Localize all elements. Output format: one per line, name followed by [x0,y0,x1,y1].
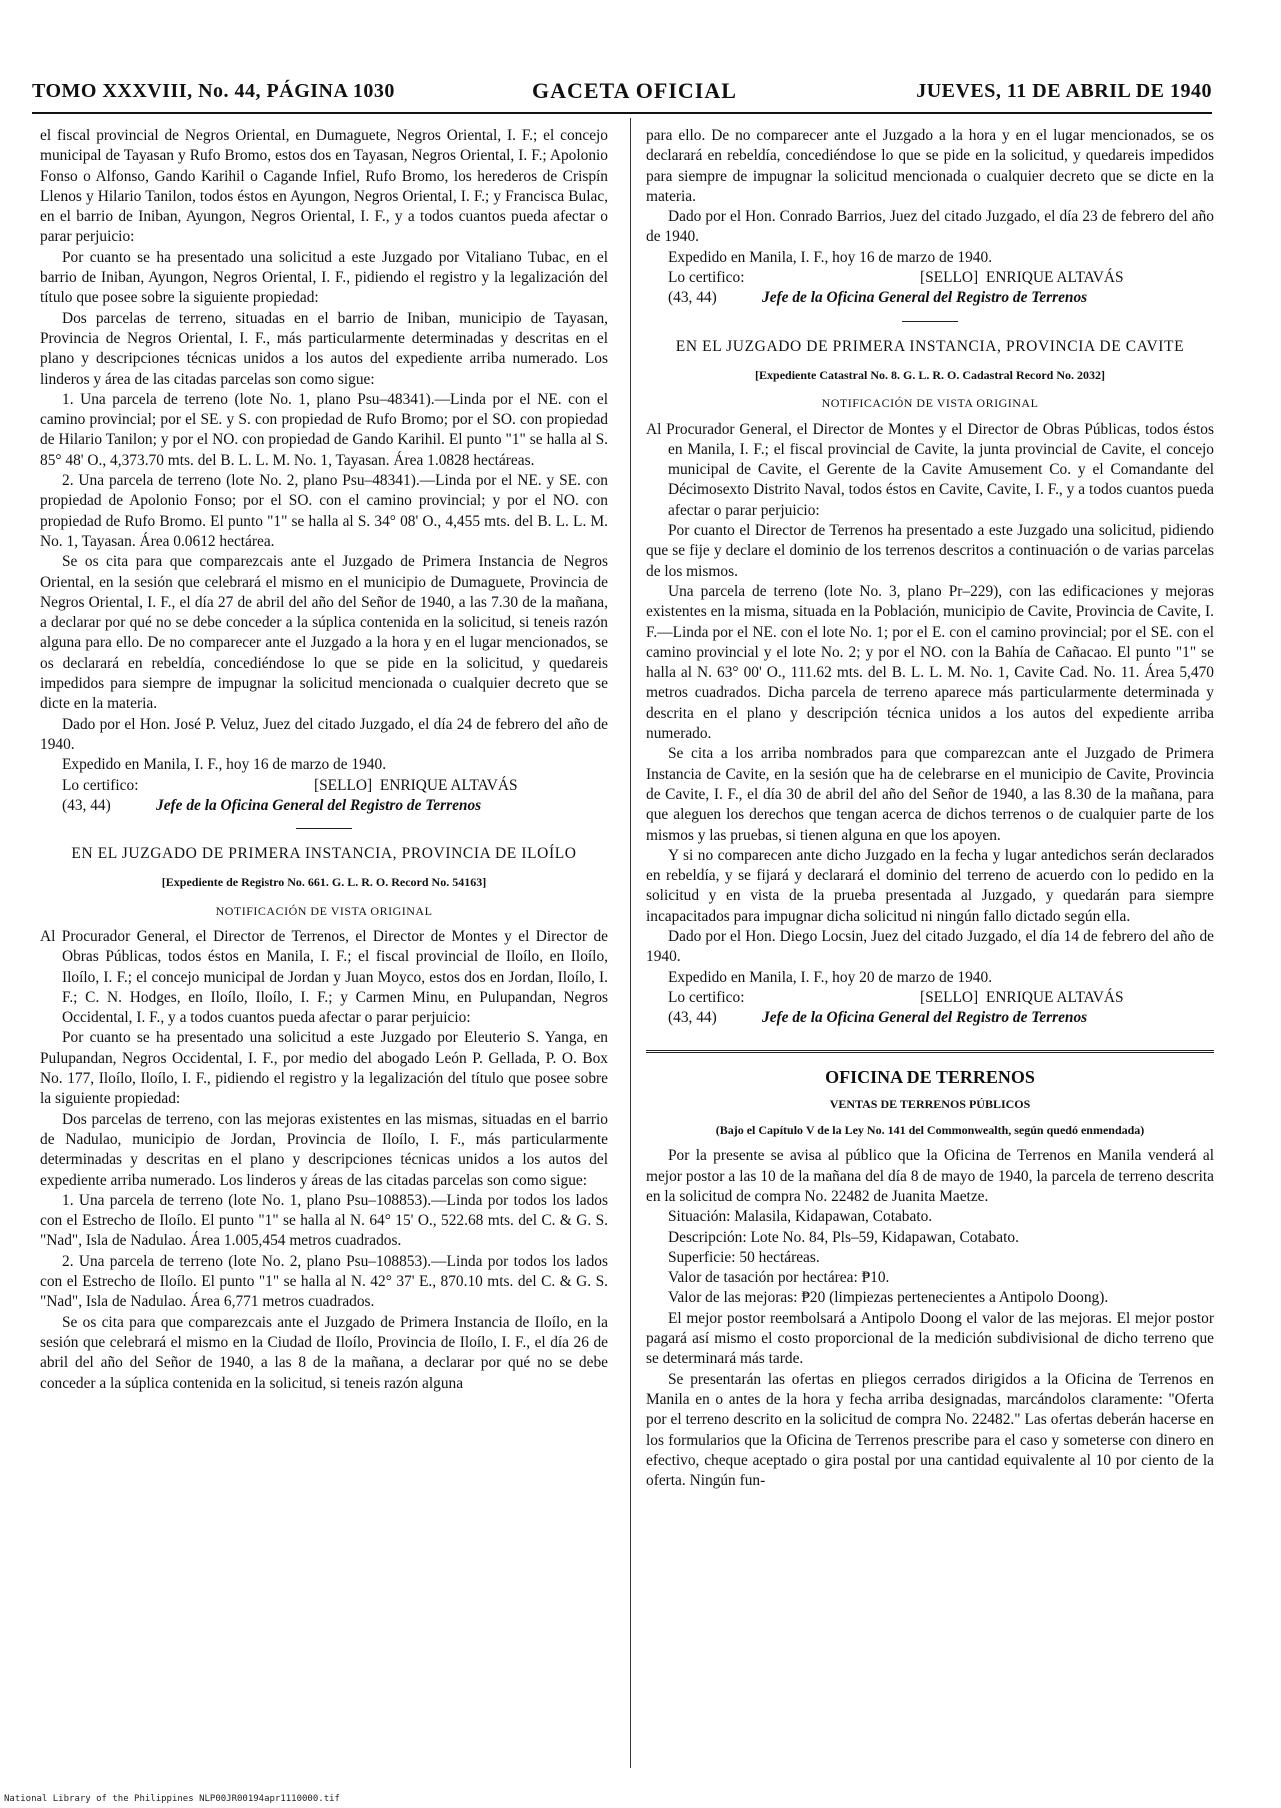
seal-label: [SELLO] [314,776,373,794]
paragraph: Por cuanto el Director de Terrenos ha presentado a este Juzgado una solicitud, pidiendo que se fije y declare el dominio de los terrenos descritos a continuación o de varias parcelas de los mismos. [646,522,1214,580]
paragraph: El mejor postor reembolsará a Antipolo Doong el valor de las mejoras. El mejor postor pagará así mismo el costo proporcional de la medición subdivisional de dicho terreno que se determinará más tarde. [646,1309,1214,1368]
section-double-rule [646,1050,1214,1053]
parcel-description: 1. Una parcela de terreno (lote No. 1, plano Psu–108853).—Linda por todos los lados con el Estrecho de Iloílo. El punto "1" se halla al N. 64° 15' O., 522.68 mts. del C. & G. S. "Nad", Isla de Nadulao. Área 1.005,454 metros cuadrados. [40,1191,608,1250]
section-heading-cavite: EN EL JUZGADO DE PRIMERA INSTANCIA, PROVINCIA DE CAVITE [646,337,1214,357]
signer-name: ENRIQUE ALTAVÁS [985,269,1124,287]
parcel-description: 1. Una parcela de terreno (lote No. 1, plano Psu–48341).—Linda por el NE. con el camino provincial; por el SE. y S. con propiedad de Rufo Bromo; por el SO. con propiedad de Hilario Tanilon; y por el NO. con propiedad de Gando Karihil. El punto "1" se halla al S. 85° 48' O., 4,373.70 mts. del B. L. L. M. No. 1, Tayasan. Área 1.0828 hectáreas. [40,390,608,469]
signer-name: ENRIQUE ALTAVÁS [985,988,1124,1006]
given-by: Dado por el Hon. Diego Locsin, Juez del citado Juzgado, el día 14 de febrero del año de 1940. [646,927,1214,966]
issue-numbers: (43, 44) [62,796,111,814]
issued-line: Expedido en Manila, I. F., hoy 16 de marzo de 1940. [62,756,387,774]
record-number: [Expediente de Registro No. 661. G. L. R. O. Record No. 54163] [161,875,487,890]
seal-and-signer [920,988,1124,1008]
signature-row [40,776,608,796]
publication-title: GACETA OFICIAL [532,78,737,103]
summons-paragraph: Se os cita para que comparezcais ante el Juzgado de Primera Instancia de Negros Oriental, en la sesión que celebrará el mismo en el municipio de Dumaguete, Provincia de Negros Oriental, I. F., el día 27 de abril del año del Señor de 1940, a las 7.30 de la mañana, a declarar por qué no se debe conceder a la súplica contenida en la solicitud, si teneis razón alguna para ello. De no comparecer ante el Juzgado a la hora y en el lugar mencionados, se os declarará en rebeldía, concediéndose lo que se pide en la solicitud, y quedareis impedidos para siempre de impugnar la solicitud mencionada o cualquier decreto que se dicte en la materia. [40,553,608,713]
summons-paragraph: Se cita a los arriba nombrados para que comparezcan ante el Juzgado de Primera Instancia de Cavite, en la sesión que ha de celebrarse en el municipio de Cavite, Provincia de Cavite, I. F., el día 30 de abril del año del Señor de 1940, a las 8.30 de la mañana, para que aleguen los derechos que tengan acerca de dichos terrenos o de cualquier parte de los mismos y las pruebas, si tienen alguna en que los apoyen. [646,745,1214,844]
paragraph: Dos parcelas de terreno, con las mejoras existentes en las mismas, situadas en el barrio de Nadulao, municipio de Jordan, Provincia de Iloílo, I. F., más particularmente determinadas y descritas en el plano y descripciones técnicas unidos a los autos del expediente arriba numerado. Los linderos y áreas de las citadas parcelas son como sigue: [40,1110,608,1189]
seal-and-signer [314,776,518,796]
gazette-page [32,72,1212,1772]
given-by: Dado por el Hon. José P. Veluz, Juez del citado Juzgado, el día 24 de febrero del año de 1940. [40,715,608,753]
parcel-description: 2. Una parcela de terreno (lote No. 2, plano Psu–48341).—Linda por el NE. y SE. con propiedad de Apolonio Fonso; por el SO. con el camino provincial; y por el NO. con propiedad de Rufo Bromo. El punto "1" se halla al S. 34° 08' O., 4,455 mts. del B. L. L. M. No. 1, Tayasan. Área 0.0612 hectárea. [40,472,608,550]
page-header [32,72,1212,114]
default-paragraph: Y si no comparecen ante dicho Juzgado en la fecha y lugar antedichos serán declarados en rebeldía, y se fijará y declarará el dominio del terreno de acuerdo con lo pedido en la solicitud y en vista de la prueba presentada al Juzgado, y quedarán para siempre incapacitados para impugnar dicha solicitud ni ningún fallo dictado según ella. [646,846,1214,925]
paragraph: Por cuanto se ha presentado una solicitud a este Juzgado por Eleuterio S. Yanga, en Pulupandan, Negros Occidental, I. F., por medio del abogado León P. Gellada, P. O. Box No. 177, Iloílo, Iloílo, I. F., pidiendo el registro y la legalización del título que posee sobre la siguiente propiedad: [40,1029,608,1108]
parcel-description: Una parcela de terreno (lote No. 3, plano Pr–229), con las edificaciones y mejoras existentes en la misma, situada en la Población, municipio de Cavite, Provincia de Cavite, I. F.—Linda por el NE. con el lote No. 1; por el E. con el camino provincial; por el SE. con el camino provincial y el lote No. 2; y por el NO. con la Bahía de Cañacao. El punto "1" se halla al N. 63° 00' O., 111.62 mts. del B. L. L. M. No. 1, Cavite Cad. No. 11. Área 5,470 metros cuadrados. Dicha parcela de terreno aparece más particularmente determinada y descrita en el plano y descripción técnica unidos a los autos del expediente arriba numerado. [646,582,1214,743]
notice-addressees: Al Procurador General, el Director de Terrenos, el Director de Montes y el Director de Obras Públicas, todos éstos en Manila, I. F.; el fiscal provincial de Iloílo, en Iloílo, Iloílo, I. F.; el concejo municipal de Jordan y Juan Moyco, estos dos en Jordan, Iloílo, I. F.; C. N. Hodges, en Iloílo, Iloílo, I. F.; y Carmen Minu, en Pulupandan, Negros Occidental, I. F., y a todos cuantos pueda afectar o parar perjuicio: [40,927,608,1027]
issue-numbers: (43, 44) [668,289,717,307]
paragraph: Dos parcelas de terreno, situadas en el barrio de Iniban, municipio de Tayasan, Provincia de Negros Oriental, I. F., más particularmente determinadas y descritas en el plano y descripciones técnicas unidos a los autos del expediente arriba numerado. Los linderos y área de las citadas parcelas son como sigue: [40,309,608,388]
issue-numbers: (43, 44) [668,1009,717,1027]
notice-type: NOTIFICACIÓN DE VISTA ORIGINAL [215,903,433,918]
office-subtitle: VENTAS DE TERRENOS PÚBLICOS [829,1096,1031,1111]
parcel-description: 2. Una parcela de terreno (lote No. 2, plano Psu–108853).—Linda por todos los lados con el Estrecho de Iloílo. El punto "1" se halla al N. 42° 37' E., 870.10 mts. del C. & G. S. "Nad", Isla de Nadulao. Área 6,771 metros cuadrados. [40,1252,608,1311]
legal-basis-note: (Bajo el Capítulo V de la Ley No. 141 del Commonwealth, según quedó enmendada) [715,1123,1145,1138]
signer-title: Jefe de la Oficina General del Registro de Terrenos [156,796,482,814]
paragraph: Por cuanto se ha presentado una solicitud a este Juzgado por Vitaliano Tubac, en el barrio de Iniban, Ayungon, Negros Oriental, I. F., pidiendo el registro y la legalización del título que posee sobre la siguiente propiedad: [40,248,608,307]
certify-label: Lo certifico: [668,269,745,287]
certify-label: Lo certifico: [668,988,745,1006]
right-column [646,126,1214,1766]
volume-issue-page: TOMO XXXVIII, No. 44, PÁGINA 1030 [32,80,395,102]
issued-line: Expedido en Manila, I. F., hoy 16 de marzo de 1940. [668,248,993,266]
sale-improvements: Valor de las mejoras: ₱20 (limpiezas pertenecientes a Antipolo Doong). [668,1289,1109,1307]
sale-description: Descripción: Lote No. 84, Pls–59, Kidapawan, Cotabato. [668,1228,1019,1246]
issued-line: Expedido en Manila, I. F., hoy 20 de marzo de 1940. [668,968,993,986]
paragraph: Se presentarán las ofertas en pliegos cerrados dirigidos a la Oficina de Terrenos en Manila en o antes de la hora y fecha arriba designadas, marcándolos claramente: "Oferta por el terreno descrito en la solicitud de compra No. 22482." Las ofertas deberán hacerse en los formularios que la Oficina de Terrenos prescribe para el caso y someterse con dinero en efectivo, cheque aceptado o gira postal por una cantidad equivalente al 10 por ciento de la oferta. Ningún fun- [646,1370,1214,1490]
issue-date: JUEVES, 11 DE ABRIL DE 1940 [916,80,1212,102]
signer-title-row [646,288,1214,308]
signer-title-row [646,1008,1214,1028]
certify-label: Lo certifico: [62,776,139,794]
signer-title: Jefe de la Oficina General del Registro de Terrenos [762,1009,1088,1027]
signer-name: ENRIQUE ALTAVÁS [379,776,518,794]
given-by: Dado por el Hon. Conrado Barrios, Juez del citado Juzgado, el día 23 de febrero del año de 1940. [646,208,1214,246]
paragraph-continued: para ello. De no comparecer ante el Juzgado a la hora y en el lugar mencionados, se os declarará en rebeldía, concediéndose lo que se pide en la solicitud, y quedareis impedidos para siempre de impugnar la solicitud mencionada o cualquier decreto que se dicte en la materia. [646,127,1214,205]
record-number: [Expediente Catastral No. 8. G. L. R. O. Cadastral Record No. 2032] [755,367,1105,382]
left-column [40,126,608,1766]
signature-row [646,268,1214,288]
notice-type: NOTIFICACIÓN DE VISTA ORIGINAL [821,396,1039,411]
signer-title: Jefe de la Oficina General del Registro de Terrenos [762,289,1088,307]
summons-paragraph: Se os cita para que comparezcais ante el Juzgado de Primera Instancia de Iloílo, en la sesión que celebrará el mismo en la Ciudad de Iloílo, Provincia de Iloílo, I. F., el día 26 de abril del año del Señor de 1940, a las 8 de la mañana, a declarar por qué no se debe conceder a la súplica contenida en la solicitud, si teneis razón alguna [40,1313,608,1392]
sale-appraisal: Valor de tasación por hectárea: ₱10. [668,1269,890,1287]
seal-label: [SELLO] [920,269,979,287]
scan-footer: National Library of the Philippines NLP00JR00194apr1110000.tif [4,1794,340,1804]
seal-label: [SELLO] [920,988,979,1006]
seal-and-signer [920,268,1124,288]
signer-title-row [40,796,608,816]
section-heading-iloilo: EN EL JUZGADO DE PRIMERA INSTANCIA, PROVINCIA DE ILOÍLO [40,844,608,864]
sale-notice: Por la presente se avisa al público que la Oficina de Terrenos en Manila venderá al mejor postor a las 10 de la mañana del día 8 de mayo de 1940, la parcela de terreno descrita en la solicitud de compra No. 22482 de Juanita Maetze. [646,1147,1214,1205]
office-title: OFICINA DE TERRENOS [825,1067,1035,1088]
column-divider [630,118,631,1768]
sale-location: Situación: Malasila, Kidapawan, Cotabato. [668,1208,933,1226]
notice-addressees: Al Procurador General, el Director de Montes y el Director de Obras Públicas, todos éstos en Manila, I. F.; el fiscal provincial de Cavite, la junta provincial de Cavite, el concejo municipal de Cavite, el Gerente de la Cavite Amusement Co. y el Comandante del Décimosexto Distrito Naval, todos éstos en Cavite, Cavite, I. F., y a todos cuantos pueda afectar o parar perjuicio: [646,420,1214,519]
sale-area: Superficie: 50 hectáreas. [668,1248,820,1266]
signature-row [646,988,1214,1008]
notice-addressees: el fiscal provincial de Negros Oriental, en Dumaguete, Negros Oriental, I. F.; el concejo municipal de Tayasan y Rufo Bromo, estos dos en Tayasan, Negros Oriental, I. F.; Apolonio Fonso o Alfonso, Gando Karihil o Cagande Infiel, Rufo Bromo, los herederos de Crispín Llenos y Hilario Tanilon, todos éstos en Ayungon, Negros Oriental, I. F.; y Francisca Bulac, en el barrio de Iniban, Ayungon, Negros Oriental, I. F., y a todos cuantos pueda afectar o parar perjuicio: [40,127,608,246]
